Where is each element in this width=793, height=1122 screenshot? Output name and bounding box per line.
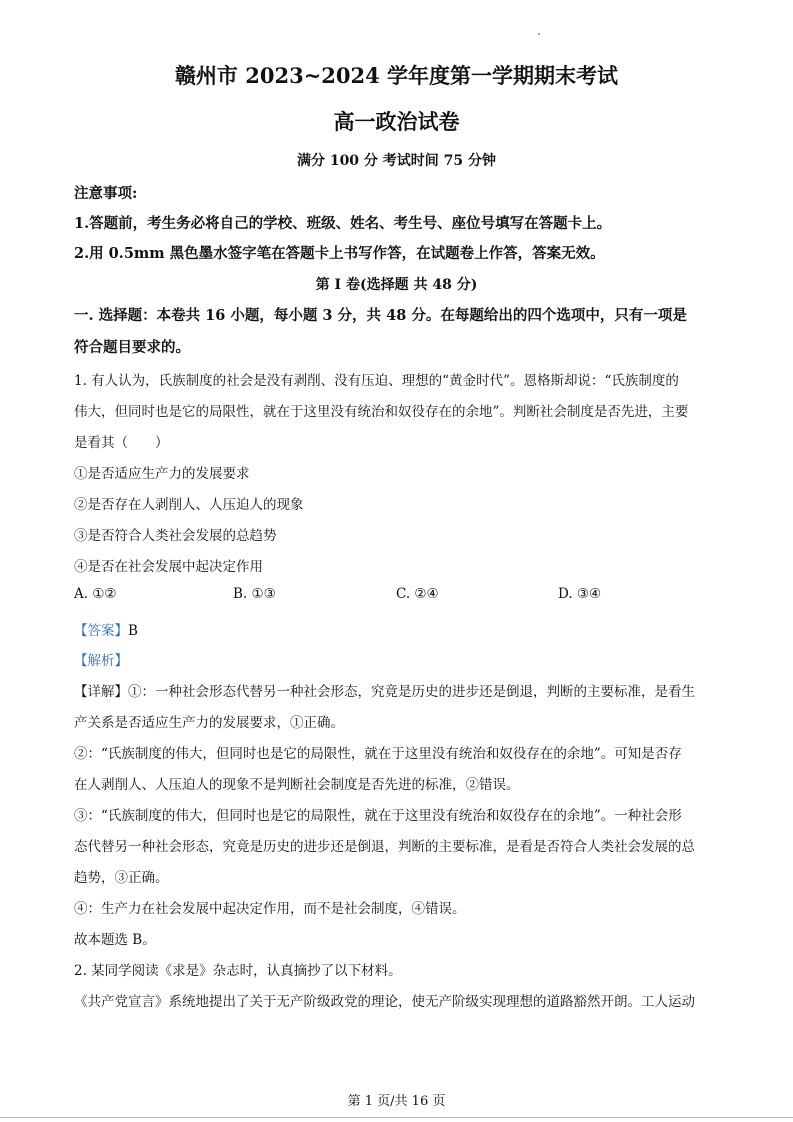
section-intro-line2: 符合题目要求的。 [74, 339, 190, 356]
answer-value: B [128, 623, 138, 639]
detail-line-6: 态代替另一种社会形态，究竟是历史的进步还是倒退，判断的主要标准，是看是否符合人类社会发展的总 [74, 839, 695, 855]
detail-line-4: 在人剥削人、人压迫人的现象不是判断社会制度是否先进的标准，②错误。 [74, 777, 520, 793]
section-title: 第 I 卷(选择题 共 48 分) [315, 277, 478, 293]
notice-item-1: 1.答题前，考生务必将自己的学校、班级、姓名、考生号、座位号填写在答题卡上。 [74, 215, 612, 232]
detail-line-7: 趋势，③正确。 [74, 870, 169, 886]
detail-line-5: ③：“氏族制度的伟大，但同时也是它的局限性，就在于这里没有统治和奴役存在的余地”。一种社会形 [74, 808, 682, 824]
footer-rule [0, 1117, 793, 1118]
detail-line-1: 【详解】①：一种社会形态代替另一种社会形态，究竟是历史的进步还是倒退，判断的主要标准，是看生 [74, 684, 695, 700]
page-footer: 第 1 页/共 16 页 [347, 1094, 446, 1109]
answer-tag: 【答案】 [74, 623, 128, 639]
notice-item-2: 2.用 0.5mm 黑色墨水签字笔在答题卡上书写作答，在试题卷上作答，答案无效。 [74, 245, 605, 262]
q2-stem-line1: 2. 某同学阅读《求是》杂志时，认真摘抄了以下材料。 [74, 963, 402, 979]
q1-choice-c: C. ②④ [396, 586, 439, 602]
q1-choice-a: A. ①② [74, 586, 117, 602]
q2-stem-line2: 《共产党宣言》系统地提出了关于无产阶级政党的理论，使无产阶级实现理想的道路豁然开朗。工人运动 [74, 994, 695, 1010]
detail-line-8: ④：生产力在社会发展中起决定作用，而不是社会制度，④错误。 [74, 901, 466, 917]
q1-option-3: ③是否符合人类社会发展的总趋势 [74, 528, 277, 544]
exam-subtitle: 高一政治试卷 [333, 109, 460, 134]
q1-stem-line3: 是看其（ ） [74, 435, 169, 451]
detail-line-2: 产关系是否适应生产力的发展要求，①正确。 [74, 715, 344, 731]
q1-option-4: ④是否在社会发展中起决定作用 [74, 559, 263, 575]
notice-heading: 注意事项: [74, 185, 138, 202]
analysis-tag: 【解析】 [74, 653, 128, 669]
q1-stem-line1: 1. 有人认为，氏族制度的社会是没有剥削、没有压迫、理想的“黄金时代”。恩格斯却说：“氏族制度的 [74, 373, 679, 389]
score-time: 满分 100 分 考试时间 75 分钟 [296, 153, 497, 169]
answer-line [74, 619, 138, 639]
q1-choice-b: B. ①③ [233, 586, 276, 602]
scan-dot [538, 33, 540, 35]
q1-choice-d: D. ③④ [558, 586, 602, 602]
q1-stem-line2: 伟大，但同时也是它的局限性，就在于这里没有统治和奴役存在的余地”。判断社会制度是否先进，主要 [74, 404, 689, 420]
q1-option-1: ①是否适应生产力的发展要求 [74, 466, 250, 482]
detail-line-3: ②：“氏族制度的伟大，但同时也是它的局限性，就在于这里没有统治和奴役存在的余地”。可知是否存 [74, 746, 682, 762]
section-intro-line1: 一. 选择题：本卷共 16 小题，每小题 3 分，共 48 分。在每题给出的四个选项中，只有一项是 [74, 307, 687, 324]
q1-option-2: ②是否存在人剥削人、人压迫人的现象 [74, 497, 304, 513]
conclusion: 故本题选 B。 [74, 932, 156, 948]
exam-title: 赣州市 2023~2024 学年度第一学期期末考试 [174, 63, 619, 88]
